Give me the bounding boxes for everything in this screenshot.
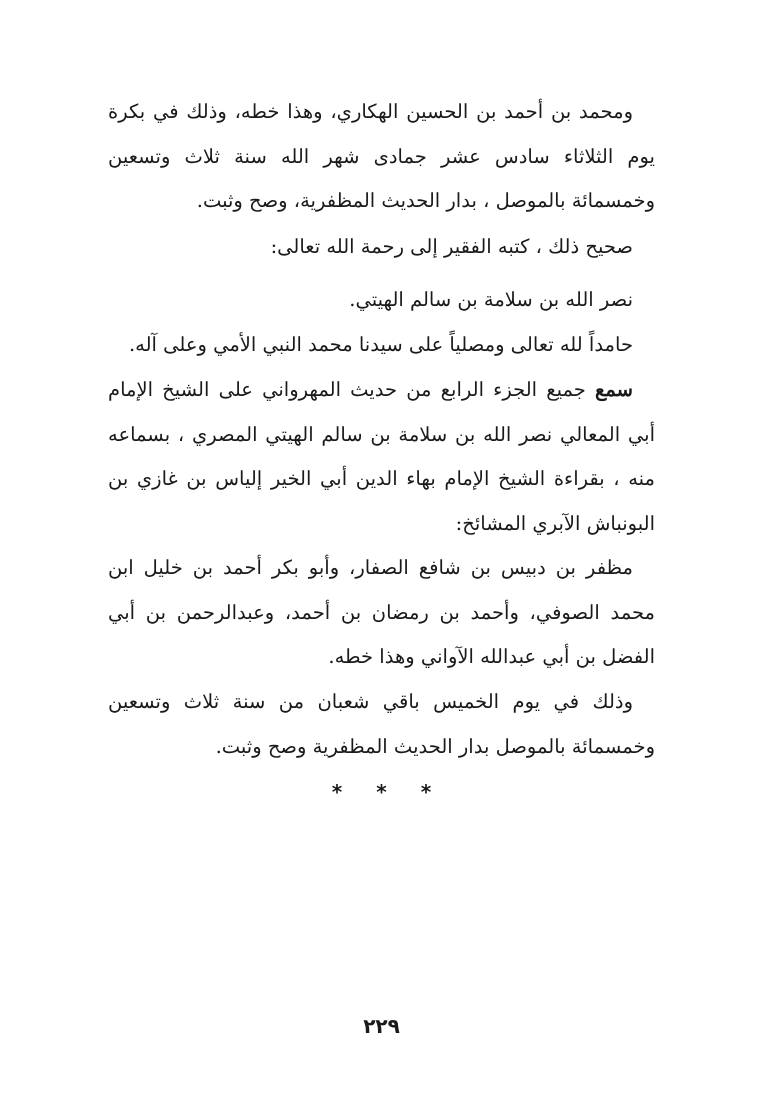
paragraph-2: صحيح ذلك ، كتبه الفقير إلى رحمة الله تعالى: [270,235,633,258]
page-number: ٢٢٩ [363,1014,400,1038]
section-separator: *** [331,780,466,804]
paragraph-5-lead-word: سمع [595,378,633,401]
paragraph-5 [108,368,655,546]
paragraph-7: وذلك في يوم الخميس باقي شعبان من سنة ثلاث وتسعين وخمسمائة بالموصل بدار الحديث المظفرية وصح وثبت. [108,690,655,758]
paragraph-4: حامداً لله تعالى ومصلياً على سيدنا محمد النبي الأمي وعلى آله. [128,333,633,356]
paragraph-1: ومحمد بن أحمد بن الحسين الهكاري، وهذا خطه، وذلك في بكرة يوم الثلاثاء سادس عشر جمادى شهر الله سنة ثلاث وتسعين وخمسمائة بالموصل ، بدار الحديث المظفرية، وصح وثبت. [108,100,655,212]
paragraph-6: مظفر بن دبيس بن شافع الصفار، وأبو بكر أحمد بن خليل ابن محمد الصوفي، وأحمد بن رمضان بن أحمد، وعبدالرحمن بن أبي الفضل بن أبي عبدالله الآواني وهذا خطه. [108,556,655,668]
paragraph-5-text: جميع الجزء الرابع من حديث المهرواني على الشيخ الإمام أبي المعالي نصر الله بن سلامة بن سالم الهيتي المصري ، بسماعه منه ، بقراءة الشيخ الإمام بهاء الدين أبي الخير إلياس بن غازي بن البونباش الآبري المشائخ: [108,378,655,535]
paragraph-3: نصر الله بن سلامة بن سالم الهيتي. [349,288,633,311]
